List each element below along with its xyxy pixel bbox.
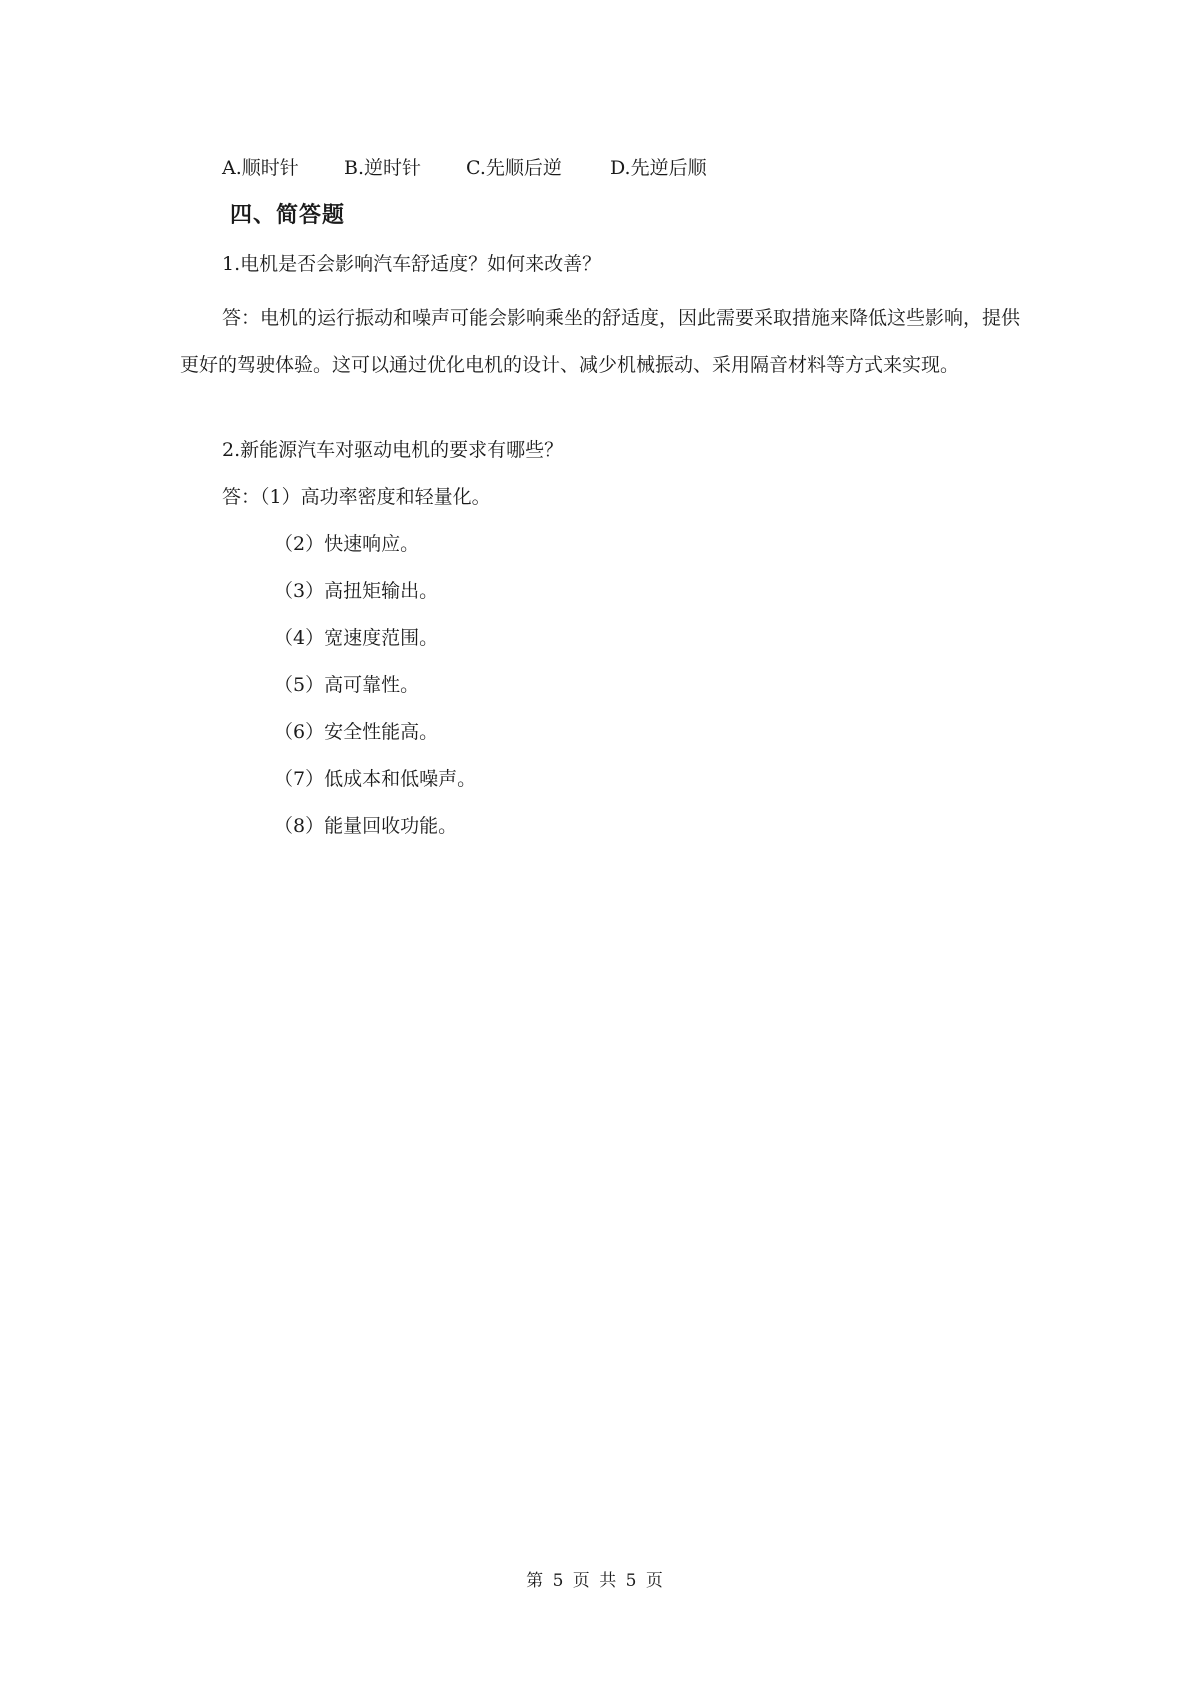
answer-2-item-4: （4）宽速度范围。 [274,627,439,649]
answer-1: 答：电机的运行振动和噪声可能会影响乘坐的舒适度，因此需要采取措施来降低这些影响，提供更好的驾驶体验。这可以通过优化电机的设计、减少机械振动、采用隔音材料等方式来实现。 [180,307,1021,376]
option-c: C.先顺后逆 [466,157,562,179]
answer-2-item-5: （5）高可靠性。 [274,674,420,696]
answer-2-prefix: 答： [222,486,261,508]
answer-2-item-1: （1）高功率密度和轻量化。 [260,486,491,508]
option-b: B.逆时针 [344,157,422,179]
answer-2-item-6: （6）安全性能高。 [274,721,439,743]
option-a: A.顺时针 [222,157,299,179]
answer-2-item-3: （3）高扭矩输出。 [274,580,439,602]
option-d: D.先逆后顺 [610,157,707,179]
answer-2-item-7: （7）低成本和低噪声。 [274,768,477,790]
answer-2-item-2: （2）快速响应。 [274,533,420,555]
page-footer: 第 5 页 共 5 页 [526,1571,665,1591]
answer-2-first-line [222,483,491,511]
answer-2-item-8: （8）能量回收功能。 [274,815,458,837]
question-2: 2.新能源汽车对驱动电机的要求有哪些？ [222,439,564,461]
choice-options [222,154,707,182]
section-heading: 四、简答题 [230,202,346,228]
question-1: 1.电机是否会影响汽车舒适度？如何来改善？ [222,253,602,275]
